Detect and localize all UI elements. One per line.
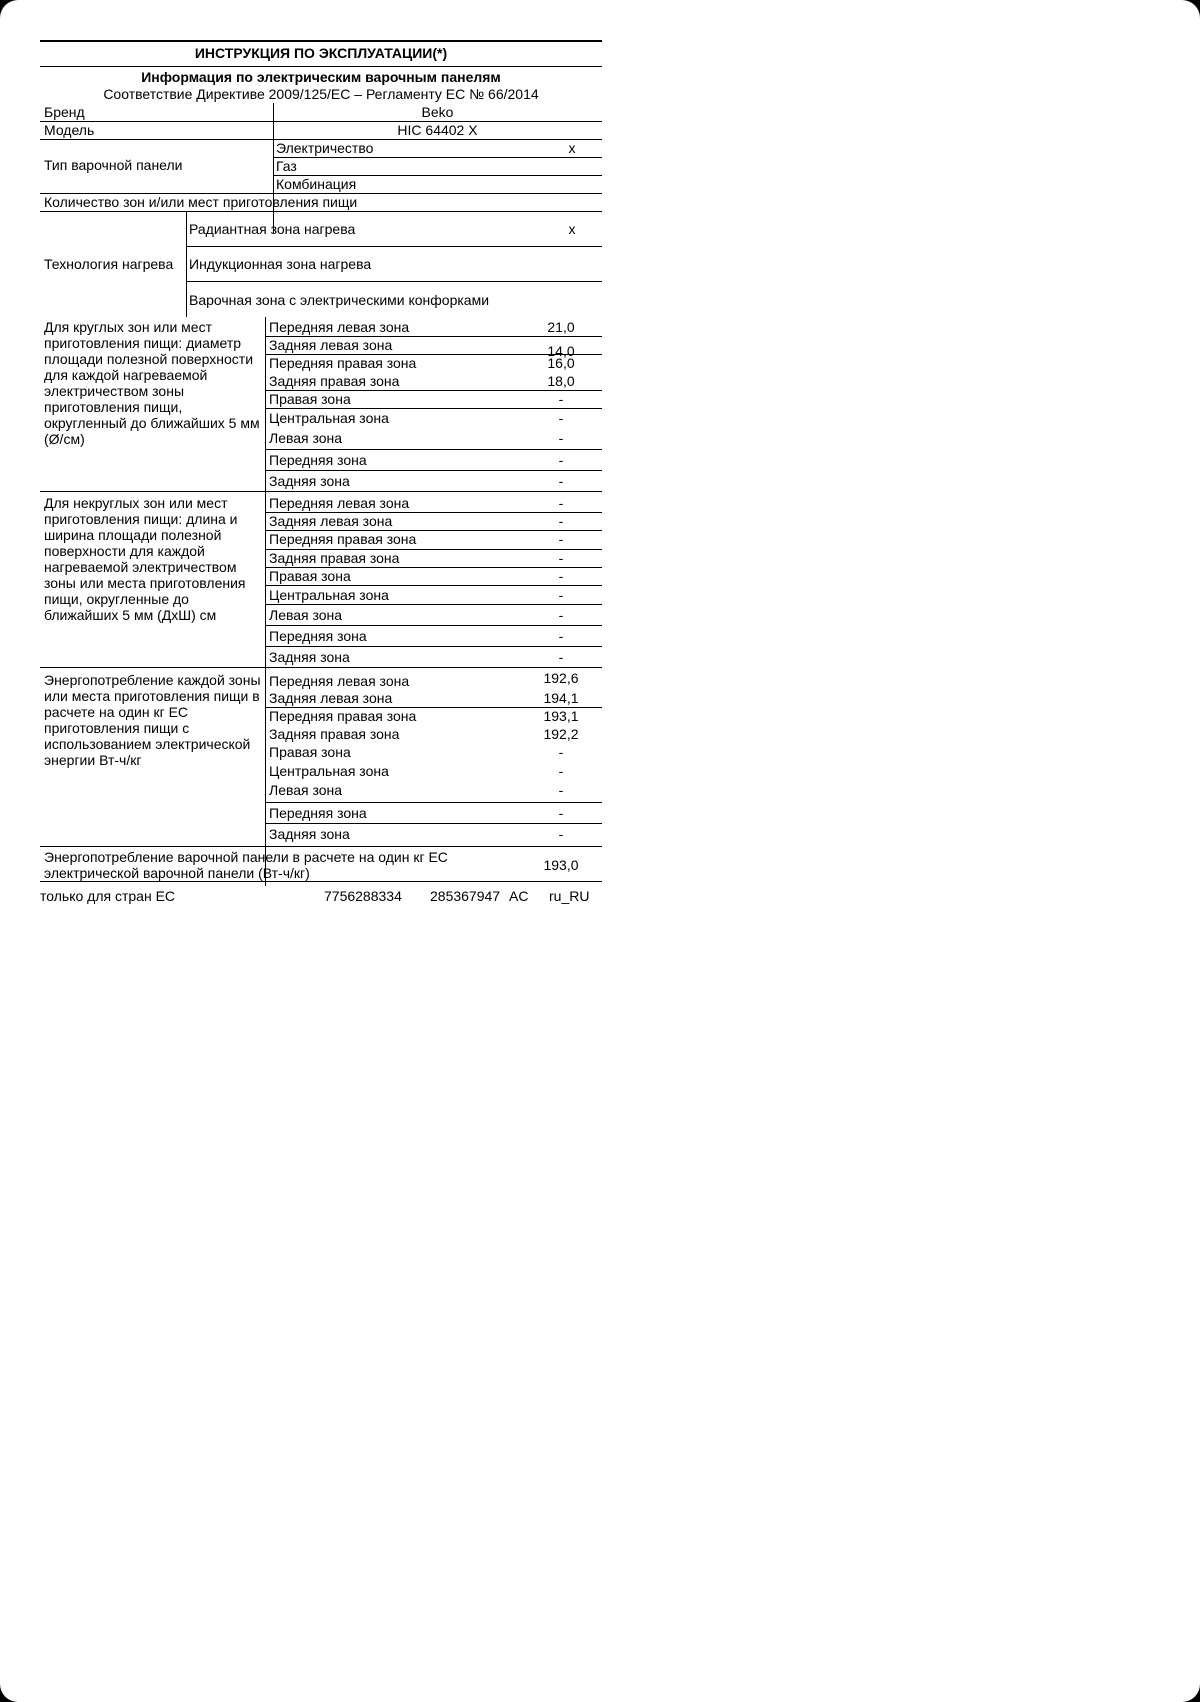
zone-value: - (558, 607, 564, 623)
zone-label: Левая зона (269, 607, 343, 623)
zone-value: - (558, 805, 564, 821)
zone-label: Задняя правая зона (269, 726, 400, 742)
zone-label: Задняя зона (269, 473, 350, 489)
top-rule (40, 40, 602, 42)
zone-label: Центральная зона (269, 410, 389, 426)
zone-label: Центральная зона (269, 763, 389, 779)
rule (265, 408, 602, 409)
rule (40, 211, 602, 212)
rule (265, 823, 602, 824)
zone-value: - (558, 826, 564, 842)
zone-label: Передняя правая зона (269, 355, 417, 371)
zone-value: 192,2 (543, 726, 579, 742)
heating-tech-option: Индукционная зона нагрева (189, 256, 372, 272)
footer-note: только для стран ЕС (40, 888, 176, 904)
rule (273, 157, 602, 158)
zone-label: Правая зона (269, 568, 351, 584)
footer-code: 7756288334 (324, 888, 402, 904)
document-title: ИНСТРУКЦИЯ ПО ЭКСПЛУАТАЦИИ(*) (194, 45, 448, 61)
zone-label: Передняя левая зона (269, 673, 410, 689)
zone-label: Правая зона (269, 391, 351, 407)
zone-value: - (558, 763, 564, 779)
rule (40, 491, 602, 492)
zone-label: Задняя левая зона (269, 513, 393, 529)
footer-code: AC (509, 888, 529, 904)
zone-label: Задняя левая зона (269, 690, 393, 706)
rule (265, 646, 602, 647)
zone-label: Левая зона (269, 430, 343, 446)
zone-value: 18,0 (547, 373, 575, 389)
heating-tech-mark: x (568, 221, 576, 237)
heating-tech-label: Технология нагрева (44, 256, 174, 272)
nonround-zones-label: Для некруглых зон или мест приготовления пищи: длина и ширина площади полезной поверхности для каждой нагреваемой электричеством зоны или места приготовления пищи, округленные до ближайших 5 мм (ДхШ) см (44, 495, 246, 623)
zone-label: Задняя зона (269, 826, 350, 842)
zone-label: Центральная зона (269, 587, 389, 603)
zone-value: 192,6 (543, 670, 579, 686)
zone-label: Задняя правая зона (269, 373, 400, 389)
rule (265, 604, 602, 605)
zone-value: - (558, 495, 564, 511)
rule (265, 625, 602, 626)
zone-value: - (558, 391, 564, 407)
rule (265, 802, 602, 803)
zone-value: - (558, 568, 564, 584)
hob-type-label: Тип варочной панели (44, 157, 183, 173)
rule (40, 881, 602, 882)
model-value: HIC 64402 X (397, 122, 478, 138)
rule (40, 66, 602, 67)
document-subtitle: Информация по электрическим варочным панелям (141, 69, 501, 85)
zone-value: - (558, 587, 564, 603)
rule (265, 585, 602, 586)
zone-label: Передняя правая зона (269, 708, 417, 724)
zone-value: - (558, 531, 564, 547)
energy-total-label: Энергопотребление варочной панели в расчете на один кг ЕС электрической варочной панели (Вт-ч/кг) (44, 849, 448, 881)
rule (186, 246, 602, 247)
hob-type-mark: x (568, 140, 576, 156)
brand-value: Beko (421, 104, 454, 120)
hob-type-option: Газ (276, 158, 297, 174)
zones-count-label: Количество зон и/или мест приготовления пищи (44, 194, 358, 210)
hob-type-option: Комбинация (276, 176, 357, 192)
zone-label: Передняя зона (269, 805, 367, 821)
zone-value: - (558, 452, 564, 468)
directive-text: Соответствие Директиве 2009/125/ЕС – Регламенту ЕС № 66/2014 (103, 86, 539, 102)
zone-value: 193,1 (543, 708, 579, 724)
zone-value: - (558, 410, 564, 426)
rule (40, 846, 602, 847)
zone-label: Передняя левая зона (269, 495, 410, 511)
zone-label: Правая зона (269, 744, 351, 760)
model-label: Модель (44, 122, 95, 138)
zone-value: - (558, 550, 564, 566)
zone-value: - (558, 628, 564, 644)
footer-code: 285367947 (430, 888, 501, 904)
zone-value: 21,0 (547, 319, 575, 335)
zone-label: Передняя левая зона (269, 319, 410, 335)
zone-value: - (558, 430, 564, 446)
rule (186, 281, 602, 282)
hob-type-option: Электричество (276, 140, 374, 156)
zone-value: - (558, 649, 564, 665)
zone-value: 16,0 (547, 355, 575, 371)
zone-label: Передняя правая зона (269, 531, 417, 547)
col-divider (265, 317, 266, 886)
heating-tech-option: Варочная зона с электрическими конфорками (189, 292, 490, 308)
brand-label: Бренд (44, 104, 85, 120)
zone-label: Задняя зона (269, 649, 350, 665)
zone-value: - (558, 473, 564, 489)
zone-label: Передняя зона (269, 628, 367, 644)
rule (265, 449, 602, 450)
zone-label: Задняя правая зона (269, 550, 400, 566)
rule (265, 470, 602, 471)
col-divider (186, 211, 187, 317)
zone-value: - (558, 513, 564, 529)
zone-label: Задняя левая зона (269, 337, 393, 353)
round-zones-label: Для круглых зон или мест приготовления пищи: диаметр площади полезной поверхности для каждой нагреваемой электричеством зоны приготовления пищи, округленный до ближайших 5 мм (Ø/см) (44, 319, 260, 447)
zone-value: 194,1 (543, 690, 579, 706)
rule (40, 667, 602, 668)
zone-value: - (558, 782, 564, 798)
energy-zones-label: Энергопотребление каждой зоны или места приготовления пищи в расчете на один кг ЕС приготовления пищи с использованием электрической энергии Вт-ч/кг (44, 672, 261, 768)
heating-tech-option: Радиантная зона нагрева (189, 221, 356, 237)
zone-label: Передняя зона (269, 452, 367, 468)
footer-locale: ru_RU (549, 888, 590, 904)
zone-value: - (558, 744, 564, 760)
zone-label: Левая зона (269, 782, 343, 798)
energy-total-value: 193,0 (543, 857, 579, 873)
zone-value: 14,0 (547, 343, 575, 359)
